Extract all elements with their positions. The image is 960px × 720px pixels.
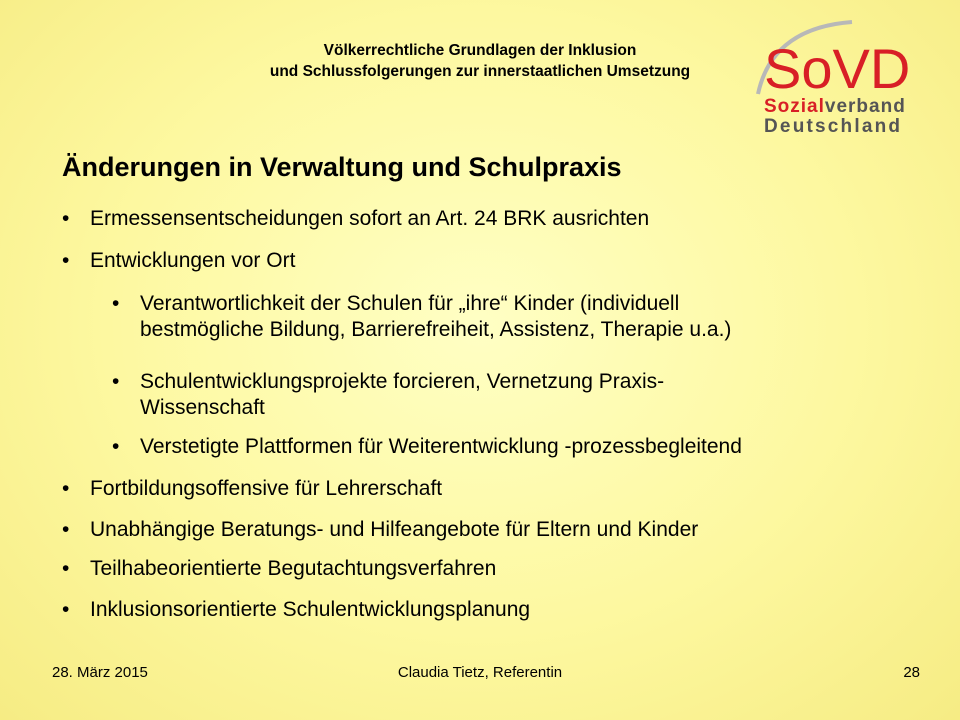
sovd-logo <box>752 20 942 140</box>
footer-presenter: Claudia Tietz, Referentin <box>397 664 563 681</box>
sub-bullet-item: • Verantwortlichkeit der Schulen für „ihre“ Kinder (individuell bestmögliche Bildung, Barrierefreiheit, Assistenz, Therapie u.a.) <box>140 291 930 343</box>
logo-line-1-rest: verband <box>824 96 906 117</box>
slide-header <box>200 40 760 82</box>
bullet-text: Fortbildungsoffensive für Lehrerschaft <box>90 477 443 500</box>
bullet-text-line: Wissenschaft <box>140 396 265 419</box>
bullet-item: • Teilhabeorientierte Begutachtungsverfahren <box>62 557 497 580</box>
bullet-item: • Unabhängige Beratungs- und Hilfeangebote für Eltern und Kinder <box>62 518 699 541</box>
slide-title: Änderungen in Verwaltung und Schulpraxis <box>62 152 622 182</box>
bullet-item: • Ermessensentscheidungen sofort an Art. 24 BRK ausrichten <box>62 207 650 230</box>
bullet-text: Unabhängige Beratungs- und Hilfeangebote für Eltern und Kinder <box>90 518 699 541</box>
logo-line-1 <box>764 96 906 117</box>
sub-bullet-item: • Schulentwicklungsprojekte forcieren, Vernetzung Praxis- Wissenschaft <box>140 369 930 421</box>
logo-line-2: Deutschland <box>764 116 903 137</box>
bullet-item: • Fortbildungsoffensive für Lehrerschaft <box>62 477 443 500</box>
bullet-text: Verstetigte Plattformen für Weiterentwicklung -prozessbegleitend <box>140 435 742 458</box>
bullet-text-line: Verantwortlichkeit der Schulen für „ihre“ Kinder (individuell <box>140 292 680 315</box>
bullet-text: Inklusionsorientierte Schulentwicklungsplanung <box>90 598 531 621</box>
logo-line-1-bold: Sozial <box>764 96 825 117</box>
bullet-text-line: bestmögliche Bildung, Barrierefreiheit, Assistenz, Therapie u.a.) <box>140 318 732 341</box>
sub-bullet-item: • Verstetigte Plattformen für Weiterentwicklung -prozessbegleitend <box>112 435 742 458</box>
bullet-item: • Entwicklungen vor Ort <box>62 249 296 272</box>
bullet-text-line: Schulentwicklungsprojekte forcieren, Vernetzung Praxis- <box>140 370 665 393</box>
bullet-text: Ermessensentscheidungen sofort an Art. 24 BRK ausrichten <box>90 207 650 230</box>
bullet-text: Teilhabeorientierte Begutachtungsverfahren <box>90 557 497 580</box>
header-line-1: Völkerrechtliche Grundlagen der Inklusion <box>323 42 637 59</box>
bullet-text: Entwicklungen vor Ort <box>90 249 296 272</box>
logo-brand: SoVD <box>764 37 911 100</box>
page-number: 28 <box>903 664 920 681</box>
bullet-item: • Inklusionsorientierte Schulentwicklungsplanung <box>62 598 531 621</box>
footer-date: 28. März 2015 <box>52 664 148 681</box>
header-line-2: und Schlussfolgerungen zur innerstaatlichen Umsetzung <box>269 63 691 80</box>
